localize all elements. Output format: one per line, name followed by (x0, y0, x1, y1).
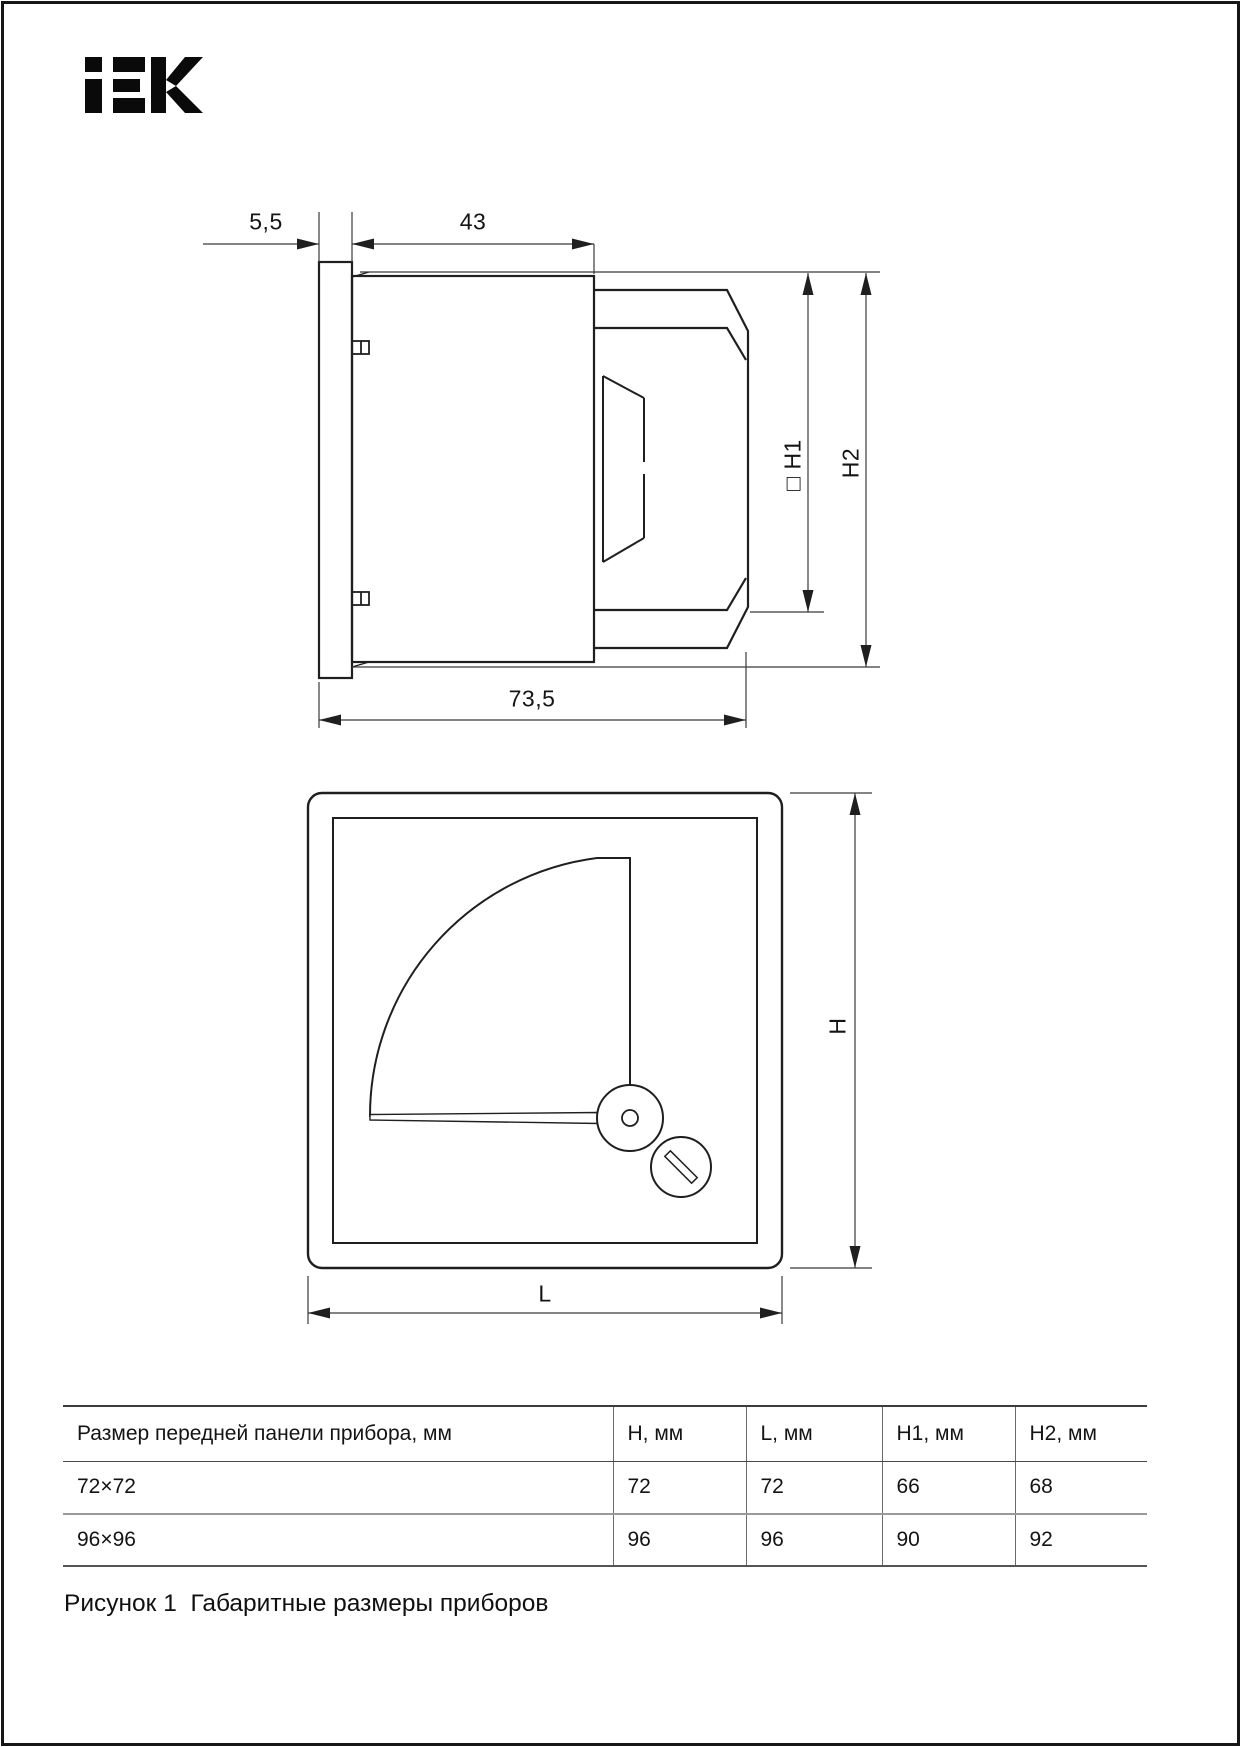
table-cell: 90 (882, 1514, 1015, 1566)
table-header-panel-size: Размер передней панели прибора, мм (63, 1406, 613, 1461)
table-header-l: L, мм (746, 1406, 882, 1461)
front-needle-pivot (597, 1085, 663, 1151)
table-cell: 96 (746, 1514, 882, 1566)
side-case-body (352, 276, 594, 662)
table-header-h: H, мм (613, 1406, 746, 1461)
dimensions-table (63, 1405, 1147, 1567)
dim-label-total-depth: 73,5 (508, 685, 556, 712)
side-bezel-outline (594, 290, 748, 648)
dim-label-case-depth: 43 (459, 208, 487, 235)
table-cell: 96 (613, 1514, 746, 1566)
dim-label-h1: □ H1 (779, 439, 806, 491)
side-bezel-lip-bottom (594, 578, 746, 610)
front-bezel-outline (308, 793, 782, 1268)
table-cell: 68 (1015, 1461, 1147, 1514)
side-view-dimensions (203, 212, 880, 728)
dim-label-flange-thickness: 5,5 (249, 208, 283, 235)
side-view-drawing (319, 262, 748, 678)
front-view-dimensions (308, 793, 872, 1324)
figure-caption: Рисунок 1 Габаритные размеры приборов (64, 1590, 549, 1617)
table-cell: 96×96 (63, 1514, 613, 1566)
side-clamp-tab-bottom (352, 592, 369, 605)
table-cell: 72 (613, 1461, 746, 1514)
side-bezel-window (603, 376, 644, 562)
side-clamp-tab-top (352, 341, 369, 354)
table-header-h2: H2, мм (1015, 1406, 1147, 1461)
front-view-drawing (308, 793, 782, 1268)
dim-label-h: H (824, 1017, 851, 1035)
table-cell: 92 (1015, 1514, 1147, 1566)
side-rear-plate (319, 262, 352, 678)
front-needle (370, 1113, 599, 1124)
table-cell: 72 (746, 1461, 882, 1514)
front-view-arrowheads (308, 793, 861, 1319)
table-header-h1: H1, мм (882, 1406, 1015, 1461)
front-zero-adjuster (651, 1137, 711, 1197)
side-bezel-lip-top (594, 328, 746, 360)
dim-label-l: L (538, 1280, 552, 1307)
table-row (63, 1461, 1147, 1514)
dim-label-h2: H2 (837, 447, 864, 479)
table-row (63, 1514, 1147, 1566)
table-cell: 66 (882, 1461, 1015, 1514)
table-cell: 72×72 (63, 1461, 613, 1514)
front-scale-arc (370, 858, 630, 1117)
table-header-row (63, 1406, 1147, 1461)
